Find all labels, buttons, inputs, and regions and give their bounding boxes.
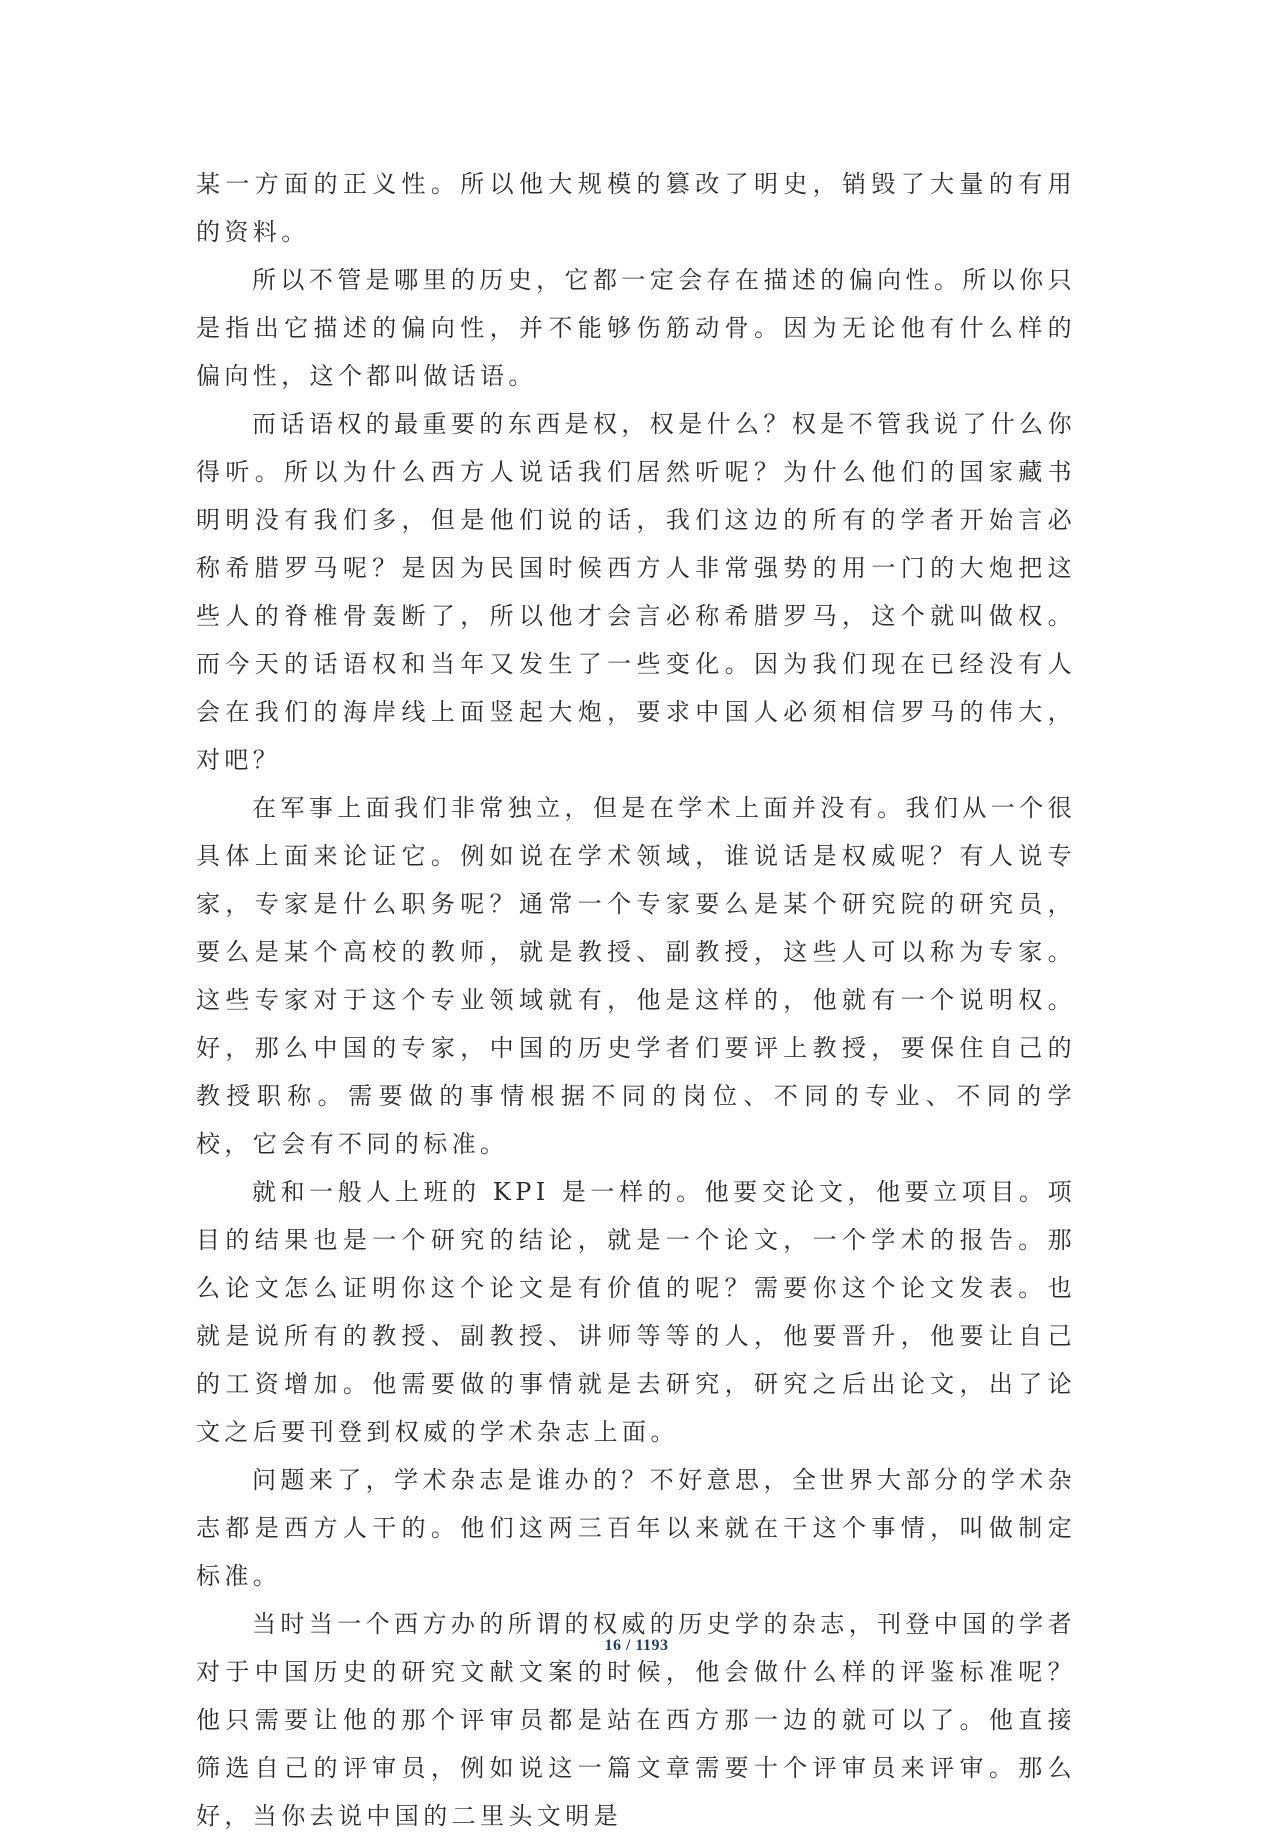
paragraph: 问题来了，学术杂志是谁办的？不好意思，全世界大部分的学术杂志都是西方人干的。他们这两三百年以来就在干这个事情，叫做制定标准。 (196, 1466, 1076, 1590)
paragraph: 就和一般人上班的 KPI 是一样的。他要交论文，他要立项目。项目的结果也是一个研究的结论，就是一个论文，一个学术的报告。那么论文怎么证明你这个论文是有价值的呢？需要你这个论文发表。也就是说所有的教授、副教授、讲师等等的人，他要晋升，他要让自己的工资增加。他需要做的事情就是去研究，研究之后出论文，出了论文之后要刊登到权威的学术杂志上面。 (196, 1178, 1076, 1446)
paragraph-continuation: 某一方面的正义性。所以他大规模的篡改了明史，销毁了大量的有用的资料。 (196, 170, 1076, 246)
paragraph: 当时当一个西方办的所谓的权威的历史学的杂志，刊登中国的学者对于中国历史的研究文献文案的时候，他会做什么样的评鉴标准呢？他只需要让他的那个评审员都是站在西方那一边的就可以了。他直接筛选自己的评审员，例如说这一篇文章需要十个评审员来评审。那么好，当你去说中国的二里头文明是 (196, 1610, 1076, 1830)
paragraph: 所以不管是哪里的历史，它都一定会存在描述的偏向性。所以你只是指出它描述的偏向性，并不能够伤筋动骨。因为无论他有什么样的偏向性，这个都叫做话语。 (196, 266, 1076, 390)
page-number: 16 / 1193 (604, 1637, 669, 1654)
paragraph: 在军事上面我们非常独立，但是在学术上面并没有。我们从一个很具体上面来论证它。例如说在学术领域，谁说话是权威呢？有人说专家，专家是什么职务呢？通常一个专家要么是某个研究院的研究员，要么是某个高校的教师，就是教授、副教授，这些人可以称为专家。这些专家对于这个专业领域就有，他是这样的，他就有一个说明权。好，那么中国的专家，中国的历史学者们要评上教授，要保住自己的教授职称。需要做的事情根据不同的岗位、不同的专业、不同的学校，它会有不同的标准。 (196, 794, 1076, 1158)
body-text (196, 160, 1076, 1840)
paragraph: 而话语权的最重要的东西是权，权是什么？权是不管我说了什么你得听。所以为什么西方人说话我们居然听呢？为什么他们的国家藏书明明没有我们多，但是他们说的话，我们这边的所有的学者开始言必称希腊罗马呢？是因为民国时候西方人非常强势的用一门的大炮把这些人的脊椎骨轰断了，所以他才会言必称希腊罗马，这个就叫做权。而今天的话语权和当年又发生了一些变化。因为我们现在已经没有人会在我们的海岸线上面竖起大炮，要求中国人必须相信罗马的伟大，对吧？ (196, 410, 1076, 774)
